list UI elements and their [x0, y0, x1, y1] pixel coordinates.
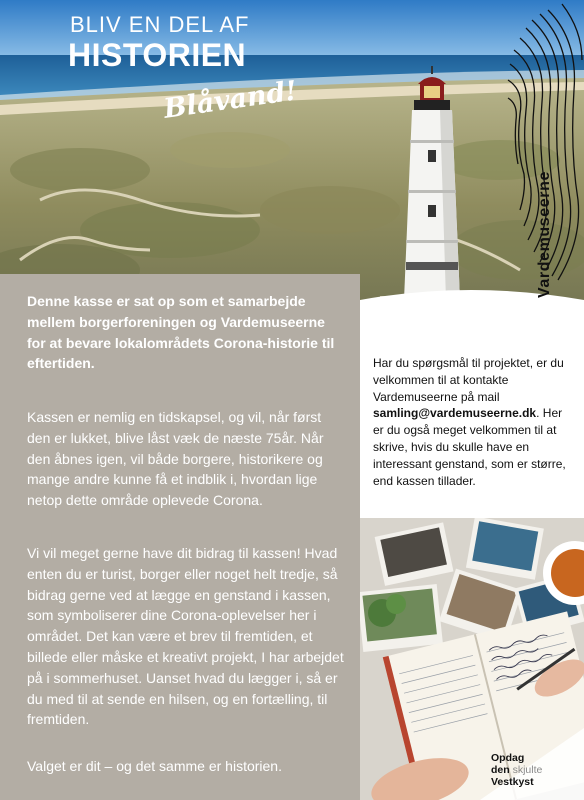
contact-paragraph — [373, 355, 573, 489]
contribution-paragraph: Vi vil meget gerne have dit bidrag til kassen! Hvad enten du er turist, borger eller noget helt tredje, så bidrag gerne ved at lægge en genstand i kassen, som symboliserer dine Corona-oplevelser her i området. Det kan være et brev til fremtiden, et billede eller måske et kreativt projekt, I har arbejdet på i sommerhuset. Uanset hvad du lægger i, så er du med til at sende en hilsen, og en fortælling, til fremtiden. — [27, 545, 344, 728]
tagline-word-4: Vestkyst — [491, 776, 534, 788]
tagline-word-1: Opdag — [491, 752, 525, 764]
contour-lines-logo-icon — [478, 0, 584, 300]
info-panel — [0, 274, 360, 800]
intro-paragraph: Denne kasse er sat op som et samarbejde mellem borgerforeningen og Vardemuseerne for at bevare lokalområdets Corona-historie til eftertiden. — [27, 293, 335, 372]
contact-text-1: Har du spørgsmål til projektet, er du velkommen til at kontakte Vardemuseerne på mail — [373, 356, 564, 404]
closing-paragraph: Valget er dit – og det samme er historien. — [27, 758, 282, 774]
place-script-title: Blåvand! — [161, 75, 299, 125]
contact-email: samling@vardemuseerne.dk — [373, 406, 537, 421]
time-capsule-paragraph: Kassen er nemlig en tidskapsel, og vil, når først den er lukket, blive låst væk de næste 75år. Når den åbnes igen, vil både borgere, historikere og mange andre kunne få et indblik i, hvordan lige netop dette område oplevede Corona. — [27, 409, 324, 509]
contact-text-2: . Her er du også meget velkommen til at skrive, hvis du skulle have en interessant genstand, som er større, end kassen tillader. — [373, 406, 566, 488]
tagline-word-3: skjulte — [512, 764, 543, 776]
headline-line-1: BLIV EN DEL AF — [70, 12, 250, 37]
tagline-word-2: den — [491, 764, 510, 776]
headline-line-2: HISTORIEN — [68, 37, 247, 73]
brand-vardemuseerne: Vardemuseerne — [536, 171, 553, 298]
tagline — [491, 752, 581, 788]
